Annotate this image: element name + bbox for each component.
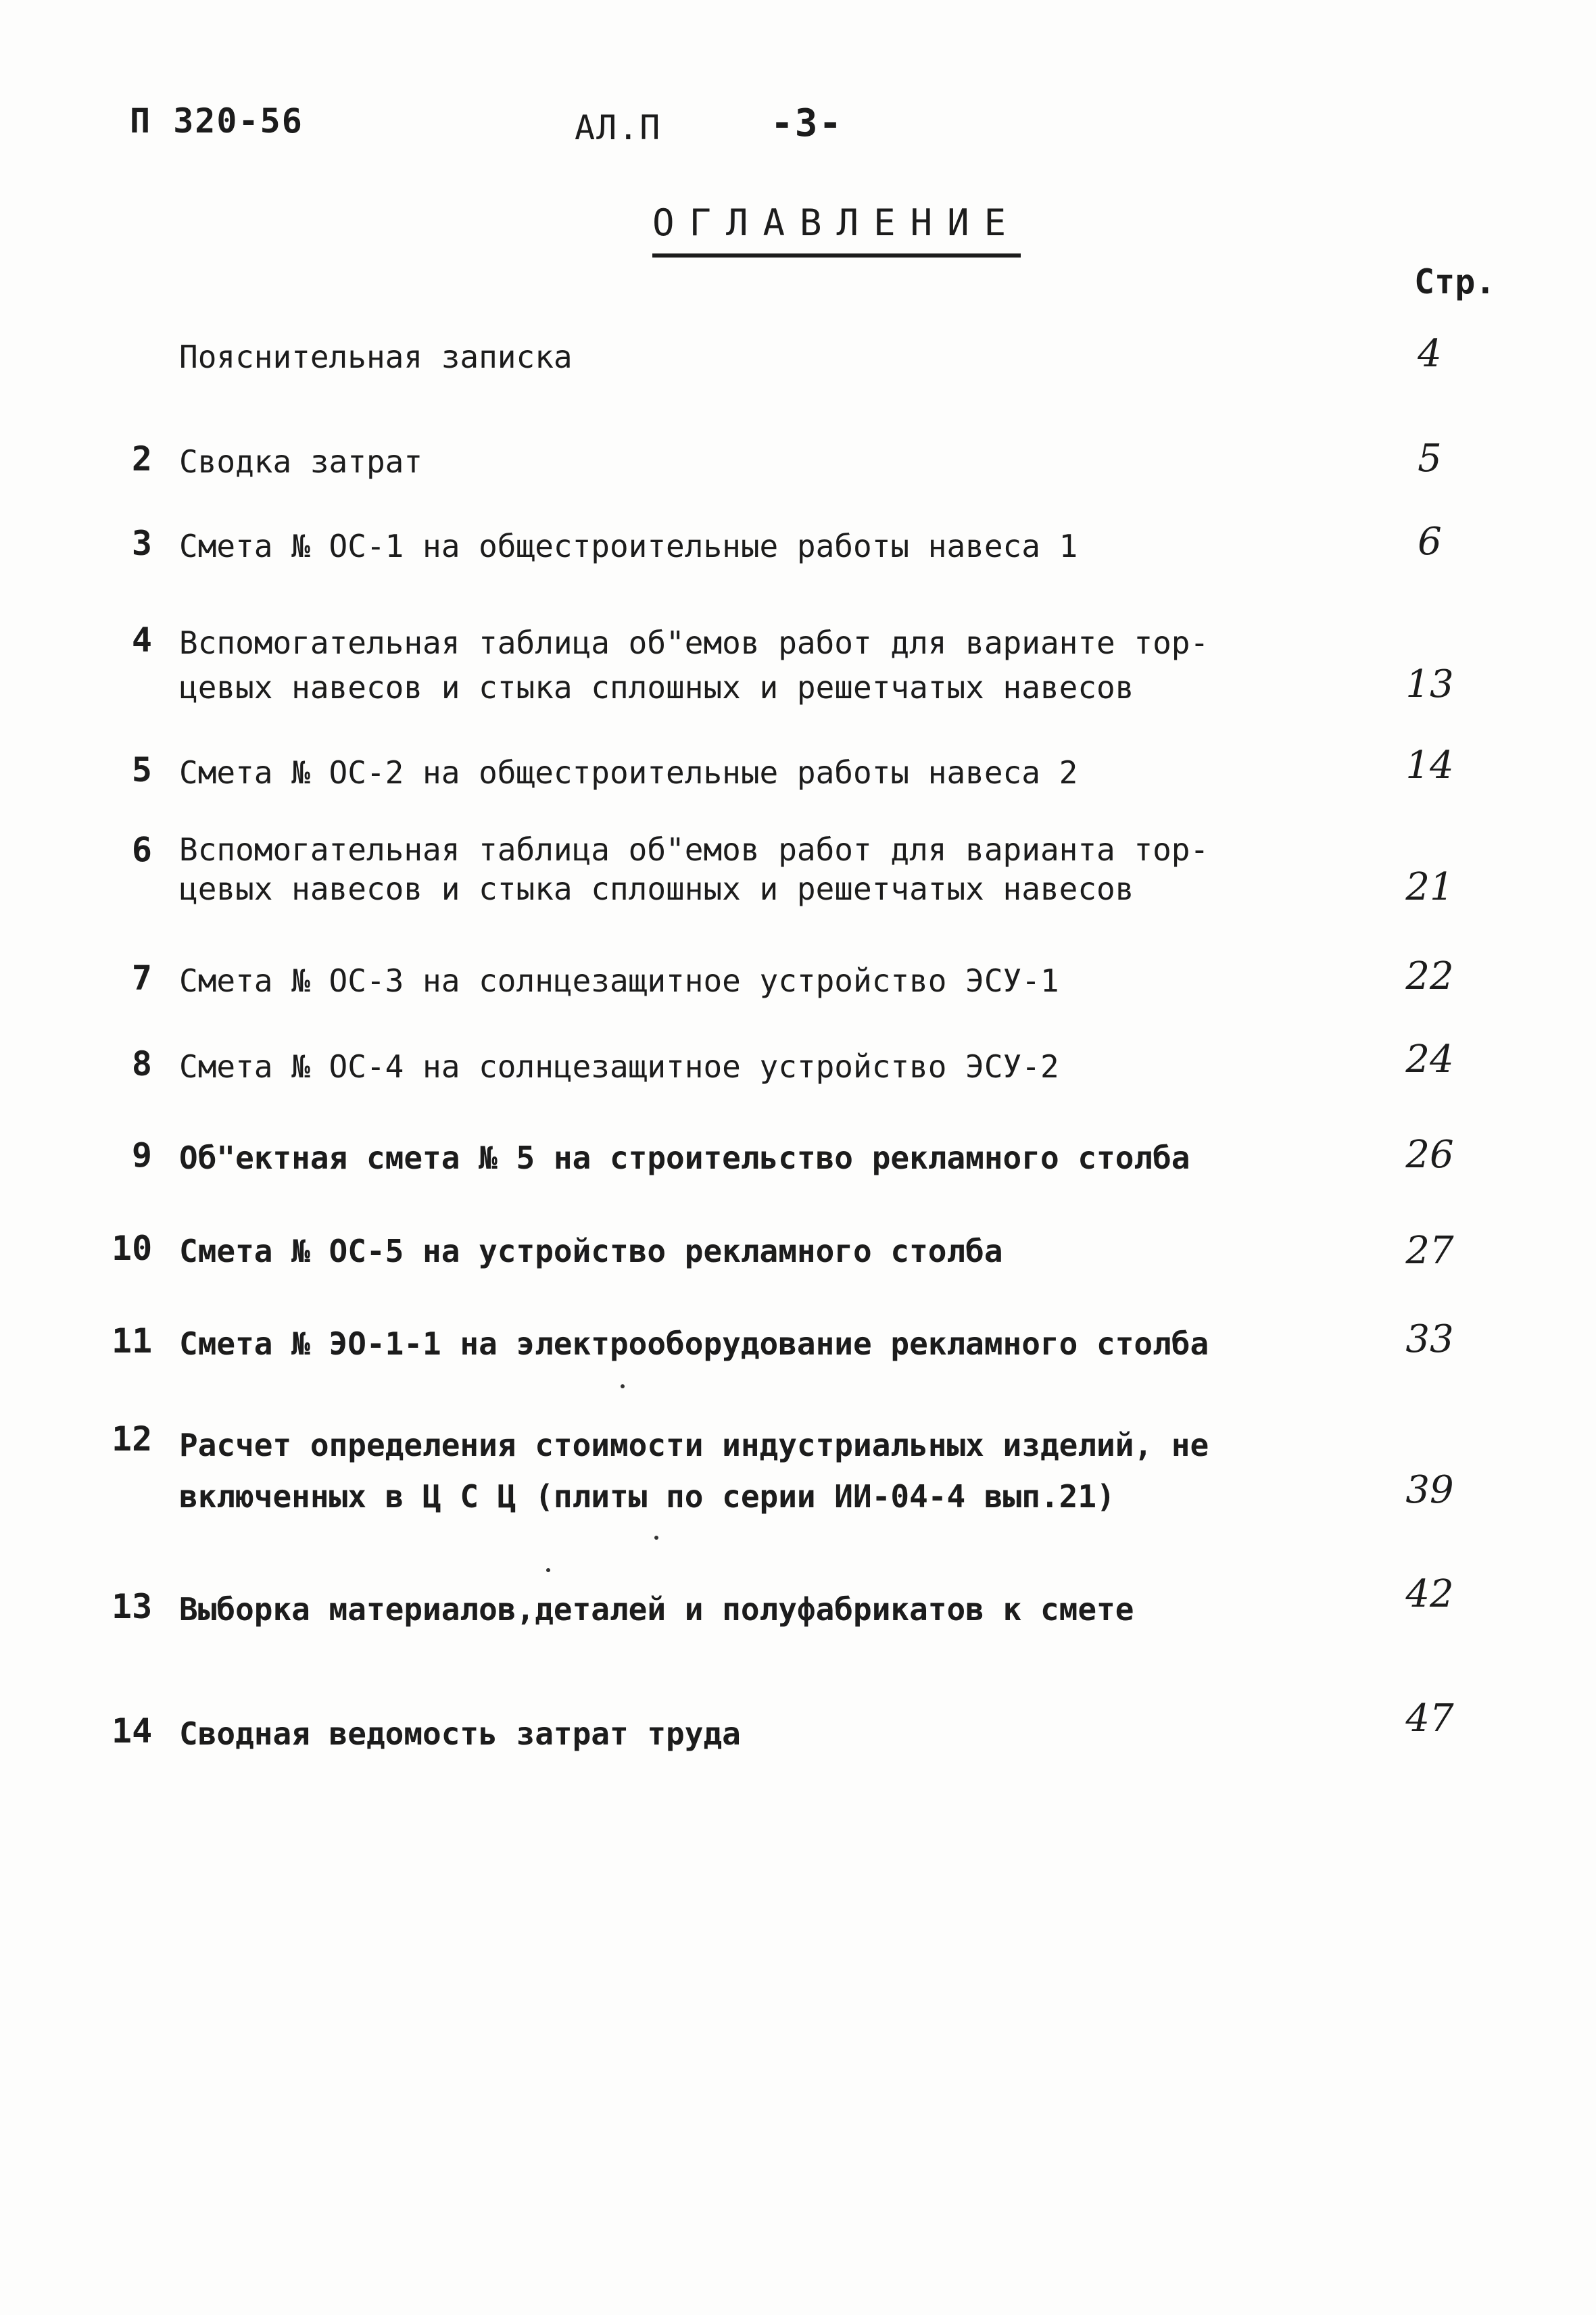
entry-number: 14 — [112, 1711, 153, 1751]
scan-speck — [654, 1536, 658, 1540]
entry-page: 5 — [1418, 437, 1442, 481]
entry-page: 33 — [1405, 1317, 1454, 1361]
toc-title: ОГЛАВЛЕНИЕ — [652, 201, 1021, 258]
entry-page: 14 — [1405, 744, 1454, 787]
entry-title: Смета № ОС-5 на устройство рекламного столба — [179, 1233, 1003, 1269]
entry-number: 13 — [112, 1587, 153, 1626]
entry-title: Смета № ОС-1 на общестроительные работы навеса 1 — [179, 528, 1078, 564]
entry-page: 6 — [1418, 520, 1442, 564]
entry-number: 10 — [112, 1229, 153, 1268]
entry-page: 21 — [1405, 865, 1454, 909]
entry-title: Вспомогательная таблица об"емов работ для варианта тор- цевых навесов и стыка сплошных и решетчатых навесов — [179, 831, 1209, 907]
entry-page: 27 — [1405, 1229, 1454, 1273]
entry-number: 7 — [131, 958, 152, 998]
entry-number: 8 — [131, 1044, 152, 1083]
entry-number: 2 — [131, 439, 152, 479]
entry-title: Выборка материалов,деталей и полуфабрикатов к смете — [179, 1591, 1134, 1628]
entry-page: 24 — [1405, 1038, 1454, 1081]
entry-number: 12 — [112, 1419, 153, 1459]
entry-title: Об"ектная смета № 5 на строительство рекламного столба — [179, 1140, 1190, 1176]
entry-title: Смета № ЭО-1-1 на электрооборудование рекламного столба — [179, 1325, 1209, 1362]
page-number: -3- — [771, 101, 844, 145]
entry-number: 3 — [131, 524, 152, 563]
entry-title: Смета № ОС-4 на солнцезащитное устройство ЭСУ-2 — [179, 1048, 1059, 1085]
entry-page: 4 — [1418, 332, 1442, 376]
entry-page: 13 — [1405, 662, 1454, 706]
entry-title: Пояснительная записка — [179, 339, 573, 375]
entry-number: 9 — [131, 1136, 152, 1175]
scan-speck — [621, 1384, 625, 1388]
entry-title: Сводка затрат — [179, 443, 423, 480]
page-column-label: Стр. — [1414, 262, 1496, 301]
entry-title: Расчет определения стоимости индустриальных изделий, не включенных в Ц С Ц (плиты по серии ИИ-04-4 вып.21) — [179, 1427, 1209, 1515]
entry-title: Смета № ОС-2 на общестроительные работы навеса 2 — [179, 754, 1078, 791]
sheet-code: АЛ.П — [575, 108, 662, 147]
entry-number: 6 — [131, 830, 152, 869]
entry-number: 4 — [131, 620, 152, 660]
entry-title: Вспомогательная таблица об"емов работ для варианте тор- цевых навесов и стыка сплошных и решетчатых навесов — [179, 625, 1209, 706]
document-code: П 320-56 — [130, 101, 304, 141]
entry-page: 47 — [1405, 1697, 1454, 1740]
scan-speck — [546, 1568, 550, 1572]
entry-page: 39 — [1405, 1468, 1454, 1512]
entry-number: 5 — [131, 750, 152, 789]
entry-page: 42 — [1405, 1572, 1454, 1616]
entry-page: 22 — [1405, 954, 1454, 998]
entry-page: 26 — [1405, 1133, 1454, 1177]
entry-number: 11 — [112, 1321, 153, 1361]
entry-title: Сводная ведомость затрат труда — [179, 1715, 741, 1752]
entry-title: Смета № ОС-3 на солнцезащитное устройство ЭСУ-1 — [179, 962, 1059, 999]
